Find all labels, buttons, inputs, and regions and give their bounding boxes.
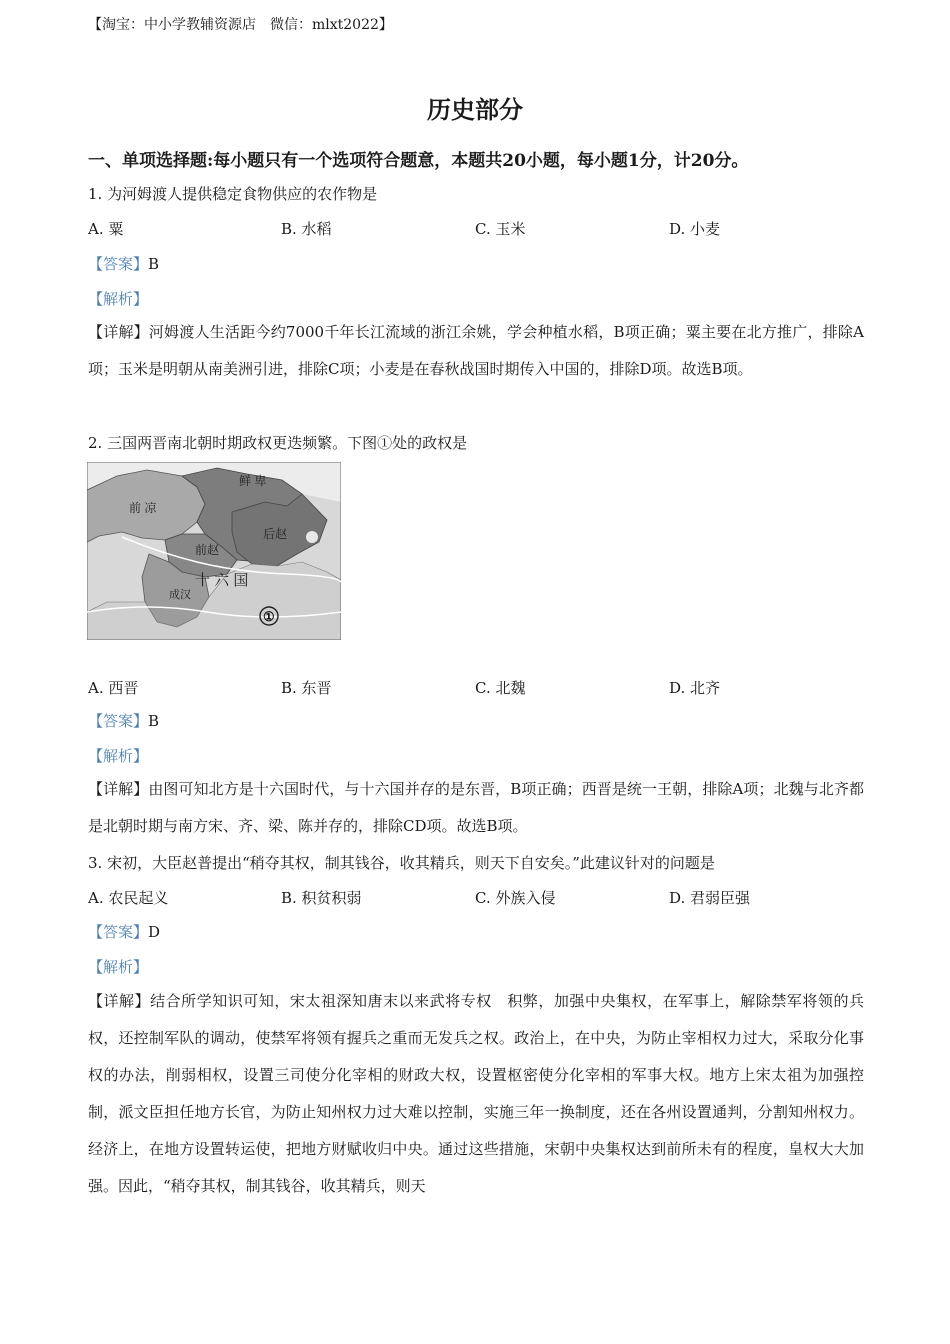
section-heading: 一、单项选择题:每小题只有一个选项符合题意，本题共20小题，每小题1分，计20分。 (88, 151, 749, 171)
q3-detail (88, 983, 864, 1205)
answer-value: B (148, 255, 160, 273)
answer-tag: 【答案】 (88, 923, 149, 941)
q2-option-b: B. 东晋 (281, 679, 332, 697)
q3-option-d: D. 君弱臣强 (669, 889, 751, 907)
sixteen-kingdoms-map (87, 462, 341, 640)
q3-analysis-tag: 【解析】 (88, 958, 149, 976)
q1-option-b: B. 水稻 (281, 220, 332, 238)
detail-text: 河姆渡人生活距今约7000千年长江流域的浙江余姚，学会种植水稻，B项正确；粟主要在北方推广，排除A项；玉米是明朝从南美洲引进，排除C项；小麦是在春秋战国时期传入中国的，排除D项。故选B项。 (88, 323, 864, 378)
q1-analysis-tag: 【解析】 (88, 290, 149, 308)
map-label-xianbei: 鲜 卑 (239, 474, 267, 488)
map-label-circled-one: ① (263, 609, 275, 624)
map-label-sixteen-kingdoms: 十 六 国 (195, 572, 249, 589)
q1-detail (88, 314, 864, 388)
page-title: 历史部分 (427, 95, 523, 124)
detail-text: 结合所学知识可知，宋太祖深知唐末以来武将专权 积弊，加强中央集权，在军事上，解除禁军将领的兵权，还控制军队的调动，使禁军将领有握兵之重而无发兵之权。政治上，在中央，为防止宰相权力过大，采取分化事权的办法，削弱相权，设置三司使分化宰相的财政大权，设置枢密使分化宰相的军事大权。地方上宋太祖为加强控制，派文臣担任地方长官，为防止知州权力过大难以控制，实施三年一换制度，还在各州设置通判，分割知州权力。经济上，在地方设置转运使，把地方财赋收归中央。通过这些措施，宋朝中央集权达到前所未有的程度，皇权大大加强。因此，“稍夺其权，制其钱谷，收其精兵，则天 (88, 992, 864, 1195)
detail-tag: 【详解】 (88, 780, 149, 798)
question-3-stem: 3. 宋初，大臣赵普提出“稍夺其权，制其钱谷，收其精兵，则天下自安矣。”此建议针对的问题是 (88, 854, 715, 872)
q1-option-c: C. 玉米 (475, 220, 526, 238)
q3-option-c: C. 外族入侵 (475, 889, 556, 907)
detail-tag: 【详解】 (88, 992, 151, 1010)
q1-option-a: A. 粟 (88, 220, 124, 238)
q2-option-d: D. 北齐 (669, 679, 721, 697)
answer-tag: 【答案】 (88, 712, 149, 730)
q1-answer (88, 253, 159, 274)
answer-tag: 【答案】 (88, 255, 149, 273)
map-label-chenghan: 成汉 (169, 589, 191, 601)
map-label-qianliang: 前 凉 (129, 501, 157, 515)
answer-value: B (148, 712, 160, 730)
q2-answer (88, 710, 159, 731)
answer-value: D (148, 923, 161, 941)
q3-option-b: B. 积贫积弱 (281, 889, 362, 907)
map-label-qianzhao: 前赵 (195, 543, 220, 557)
q1-option-d: D. 小麦 (669, 220, 721, 238)
q2-option-c: C. 北魏 (475, 679, 526, 697)
map-label-houzhao: 后赵 (263, 527, 288, 541)
header-note: 【淘宝：中小学教辅资源店 微信：mlxt2022】 (88, 17, 393, 33)
q3-option-a: A. 农民起义 (88, 889, 169, 907)
q2-analysis-tag: 【解析】 (88, 747, 149, 765)
q3-answer (88, 921, 160, 942)
q2-detail (88, 771, 864, 845)
q2-option-a: A. 西晋 (88, 679, 139, 697)
detail-tag: 【详解】 (88, 323, 149, 341)
question-1-stem: 1. 为河姆渡人提供稳定食物供应的农作物是 (88, 185, 378, 203)
detail-text: 由图可知北方是十六国时代，与十六国并存的是东晋，B项正确；西晋是统一王朝，排除A项；北魏与北齐都是北朝时期与南方宋、齐、梁、陈并存的，排除CD项。故选B项。 (88, 780, 864, 835)
question-2-stem: 2. 三国两晋南北朝时期政权更迭频繁。下图①处的政权是 (88, 434, 468, 452)
